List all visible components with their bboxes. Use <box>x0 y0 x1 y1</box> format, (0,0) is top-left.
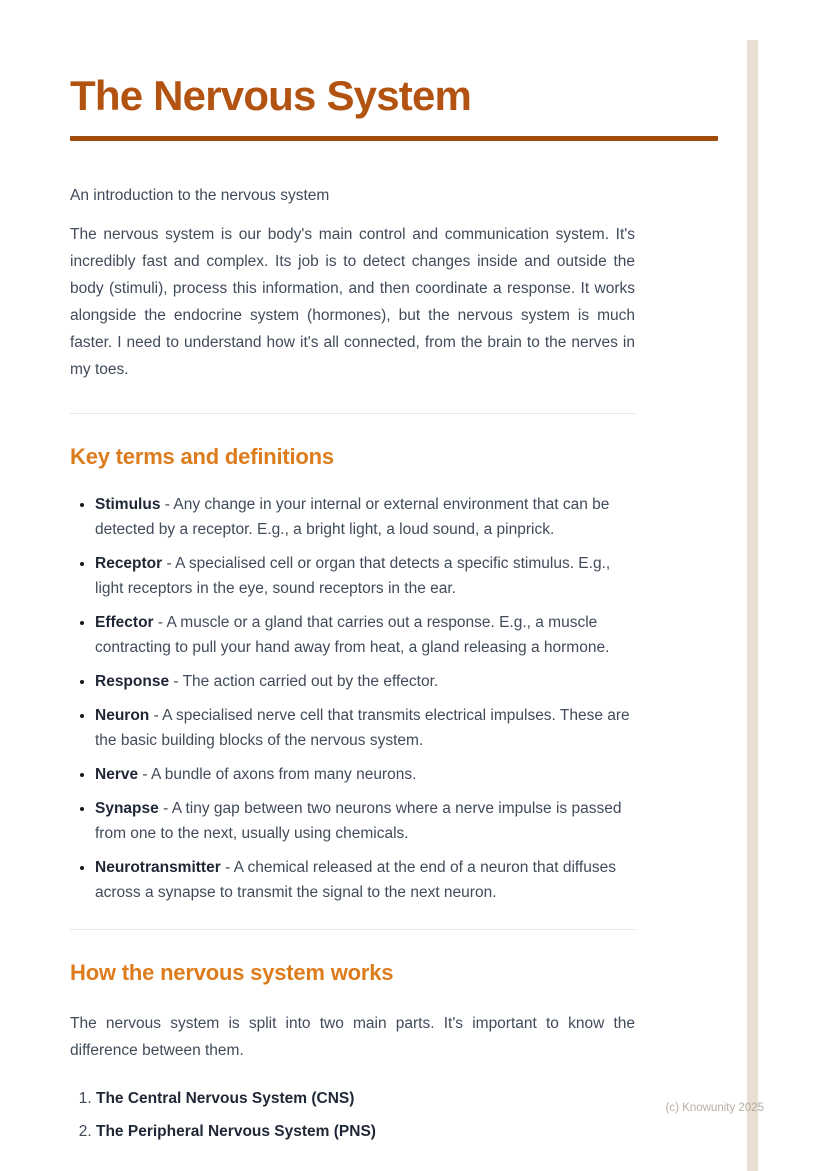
term-item-stimulus <box>95 492 635 542</box>
term-definition: - A chemical released at the end of a neuron that diffuses across a synapse to transmit the signal to the next neuron. <box>95 859 616 902</box>
list-item-cns <box>96 1086 635 1111</box>
nervous-system-parts-list <box>70 1086 635 1144</box>
term-name: Neuron <box>95 707 150 725</box>
section-heading-key-terms: Key terms and definitions <box>70 444 334 470</box>
term-name: Neurotransmitter <box>95 859 221 877</box>
term-item-effector <box>95 610 635 660</box>
subtitle: An introduction to the nervous system <box>70 187 330 205</box>
term-item-neuron <box>95 703 635 753</box>
document-content <box>70 72 635 1152</box>
term-name: Response <box>95 673 170 691</box>
term-definition: - A tiny gap between two neurons where a nerve impulse is passed from one to the next, usually using chemicals. <box>95 800 622 843</box>
page-edge-stripe <box>747 40 758 1171</box>
term-item-synapse <box>95 796 635 846</box>
term-name: Stimulus <box>95 496 161 514</box>
term-definition: - The action carried out by the effector. <box>173 673 439 691</box>
section-heading-how-it-works: How the nervous system works <box>70 960 394 986</box>
term-definition: - A specialised nerve cell that transmits electrical impulses. These are the basic building blocks of the nervous system. <box>95 707 630 750</box>
title-underline <box>70 136 718 141</box>
section-divider <box>70 413 635 414</box>
how-it-works-paragraph: The nervous system is split into two main parts. It's important to know the difference between them. <box>70 1015 635 1060</box>
term-name: Nerve <box>95 766 139 784</box>
term-definition: - A muscle or a gland that carries out a response. E.g., a muscle contracting to pull your hand away from heat, a gland releasing a hormone. <box>95 614 610 657</box>
term-item-neurotransmitter <box>95 855 635 905</box>
part-name: The Central Nervous System (CNS) <box>96 1090 355 1108</box>
term-definition: - A bundle of axons from many neurons. <box>142 766 417 784</box>
term-item-nerve <box>95 762 635 787</box>
page-title: The Nervous System <box>70 72 472 119</box>
section-divider <box>70 929 635 930</box>
term-definition: - Any change in your internal or external environment that can be detected by a receptor. E.g., a bright light, a loud sound, a pinprick. <box>95 496 610 539</box>
term-item-response <box>95 669 635 694</box>
key-terms-list <box>70 492 635 905</box>
term-item-receptor <box>95 551 635 601</box>
term-name: Effector <box>95 614 154 632</box>
term-definition: - A specialised cell or organ that detects a specific stimulus. E.g., light receptors in the eye, sound receptors in the ear. <box>95 555 611 598</box>
footer-credit: (c) Knowunity 2025 <box>665 1102 764 1114</box>
term-name: Synapse <box>95 800 159 818</box>
part-name: The Peripheral Nervous System (PNS) <box>96 1123 376 1141</box>
term-name: Receptor <box>95 555 163 573</box>
intro-paragraph: The nervous system is our body's main control and communication system. It's incredibly fast and complex. Its job is to detect changes inside and outside the body (stimuli), process this information, and then coordinate a response. It works alongside the endocrine system (hormones), but the nervous system is much faster. I need to understand how it's all connected, from the brain to the nerves in my toes. <box>70 226 635 379</box>
list-item-pns <box>96 1119 635 1144</box>
